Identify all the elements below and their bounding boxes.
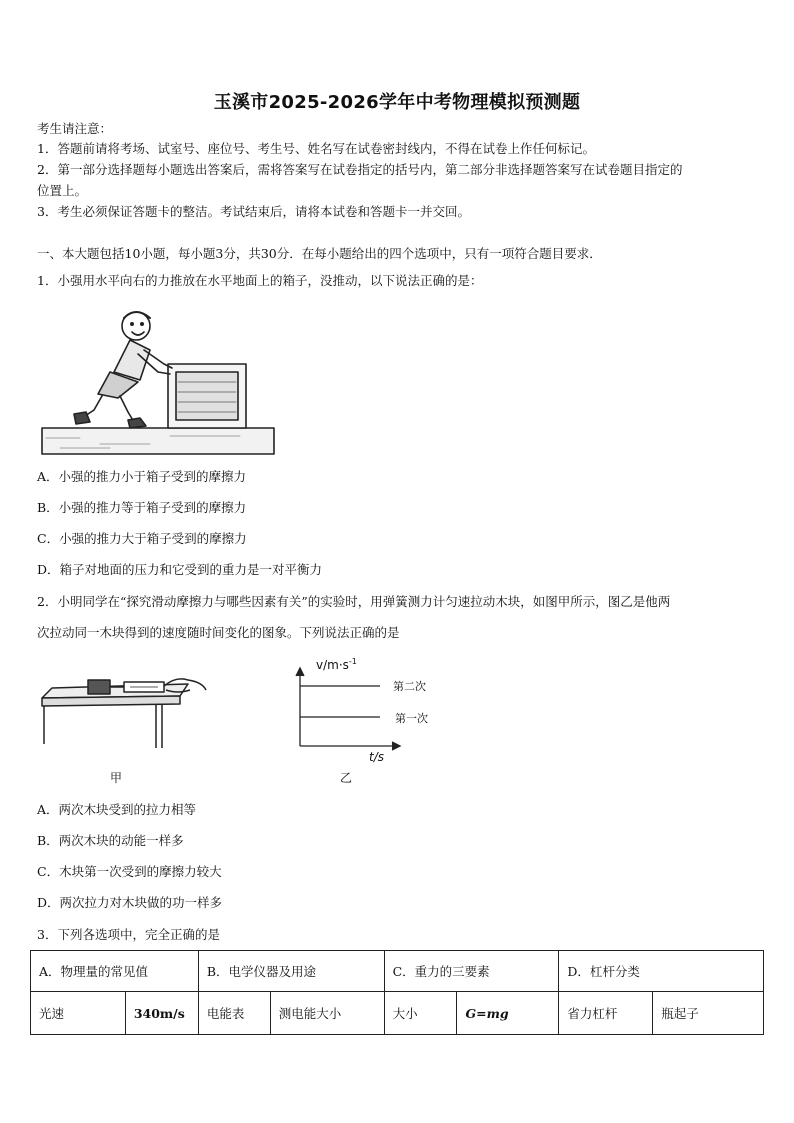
q2-figure-jia-block-on-table <box>38 668 210 752</box>
x-axis-arrow <box>392 742 400 750</box>
q3-header-b: B．电学仪器及用途 <box>198 951 384 992</box>
q2-option-a: A．两次木块受到的拉力相等 <box>37 802 197 817</box>
graph-line-label-second: 第二次 <box>393 680 426 693</box>
q3-cell: 电能表 <box>198 992 270 1035</box>
q2-option-d: D．两次拉力对木块做的功一样多 <box>37 895 223 910</box>
q1-stem: 1．小强用水平向右的力推放在水平地面上的箱子，没推动，以下说法正确的是： <box>37 273 483 288</box>
q1-figure-boy-pushing-box <box>40 298 280 458</box>
graph-line-label-first: 第一次 <box>395 712 428 725</box>
section-heading: 一、本大题包括10小题，每小题3分，共30分．在每小题给出的四个选项中，只有一项符合题目要求． <box>37 246 602 261</box>
q2-figure-yi-caption: 乙 <box>340 771 353 785</box>
q3-cell: 测电能大小 <box>270 992 384 1035</box>
q3-cell: 瓶起子 <box>653 992 764 1035</box>
q3-cell: 光速 <box>31 992 126 1035</box>
q3-header-c: C．重力的三要素 <box>384 951 559 992</box>
q3-header-a: A．物理量的常见值 <box>31 951 199 992</box>
graph-y-label-text: v/m·s <box>316 658 349 672</box>
notice-item-3: 3．考生必须保证答题卡的整洁。考试结束后，请将本试卷和答题卡一并交回。 <box>37 204 470 219</box>
page-title: 玉溪市2025-2026学年中考物理模拟预测题 <box>213 92 581 113</box>
graph-y-label <box>316 657 357 672</box>
q3-cell: G=mg <box>457 992 559 1035</box>
q2-stem-line-2: 次拉动同一木块得到的速度随时间变化的图象。下列说法正确的是 <box>37 625 400 640</box>
q3-options-table <box>30 950 764 1035</box>
notice-item-1: 1．答题前请将考场、试室号、座位号、考生号、姓名写在试卷密封线内，不得在试卷上作任何标记。 <box>37 141 595 156</box>
q3-cell: 340m/s <box>125 992 198 1035</box>
q2-option-c: C．木块第一次受到的摩擦力较大 <box>37 864 222 879</box>
notice-header: 考生请注意： <box>37 121 113 136</box>
graph-x-label: t/s <box>369 750 384 764</box>
notice-item-2: 2．第一部分选择题每小题选出答案后，需将答案写在试卷指定的括号内，第二部分非选择题答案写在试卷题目指定的 <box>37 162 683 177</box>
q2-figure-jia-caption: 甲 <box>110 771 123 785</box>
q2-option-b: B．两次木块的动能一样多 <box>37 833 184 848</box>
y-axis-arrow <box>296 668 304 676</box>
q1-option-b: B．小强的推力等于箱子受到的摩擦力 <box>37 500 247 515</box>
q1-option-c: C．小强的推力大于箱子受到的摩擦力 <box>37 531 247 546</box>
q1-option-d: D．箱子对地面的压力和它受到的重力是一对平衡力 <box>37 562 323 577</box>
q3-header-d: D．杠杆分类 <box>559 951 764 992</box>
q3-stem: 3．下列各选项中，完全正确的是 <box>37 927 220 942</box>
graph-y-label-sup: -1 <box>348 657 357 666</box>
q2-stem-line-1: 2．小明同学在“探究滑动摩擦力与哪些因素有关”的实验时，用弹簧测力计匀速拉动木块，如图甲所示，图乙是他两 <box>37 594 671 609</box>
notice-item-2-cont: 位置上。 <box>37 183 88 198</box>
q3-cell: 大小 <box>384 992 457 1035</box>
q1-option-a: A．小强的推力小于箱子受到的摩擦力 <box>37 469 247 484</box>
q3-cell: 省力杠杆 <box>559 992 653 1035</box>
